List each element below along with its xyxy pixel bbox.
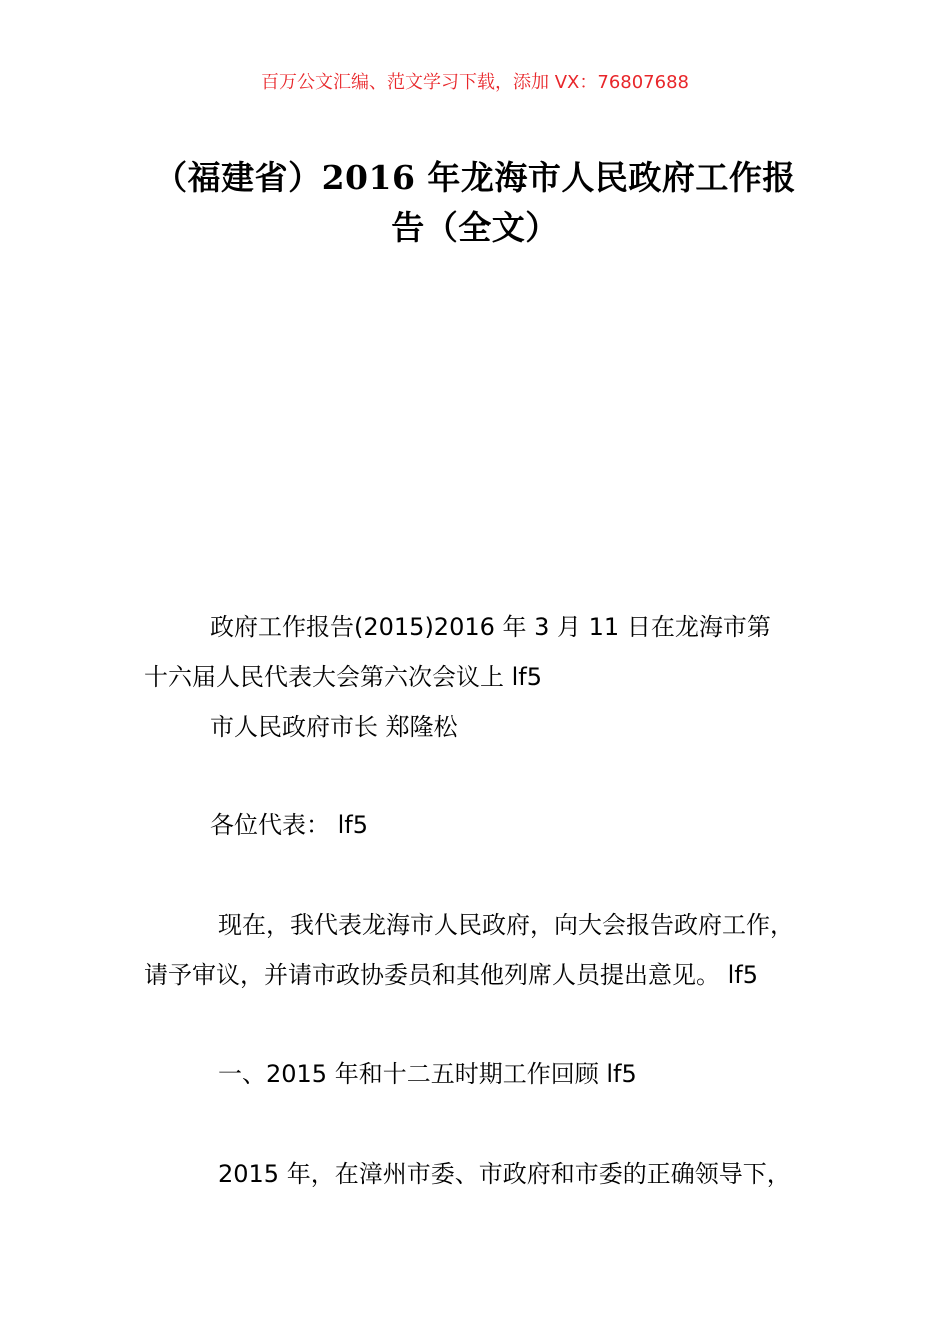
header-watermark-note: 百万公文汇编、范文学习下载，添加 VX：76807688 <box>261 72 689 93</box>
salutation: 各位代表： lf5 <box>210 811 369 839</box>
mayor-byline: 市人民政府市长 郑隆松 <box>210 713 458 741</box>
section-heading-1: 一、2015 年和十二五时期工作回顾 lf5 <box>218 1060 637 1088</box>
section-paragraph-line-1: 2015 年，在漳州市委、市政府和市委的正确领导下， <box>218 1160 791 1188</box>
document-title-line-2: 告（全文） <box>391 208 559 247</box>
opening-paragraph-line-1: 现在，我代表龙海市人民政府，向大会报告政府工作， <box>218 911 794 939</box>
report-intro-line-1: 政府工作报告(2015)2016 年 3 月 11 日在龙海市第 <box>210 613 771 641</box>
document-title-line-1: （福建省）2016 年龙海市人民政府工作报 <box>154 158 796 197</box>
opening-paragraph-line-2: 请予审议，并请市政协委员和其他列席人员提出意见。 lf5 <box>144 961 759 989</box>
report-intro-line-2: 十六届人民代表大会第六次会议上 lf5 <box>144 663 543 691</box>
